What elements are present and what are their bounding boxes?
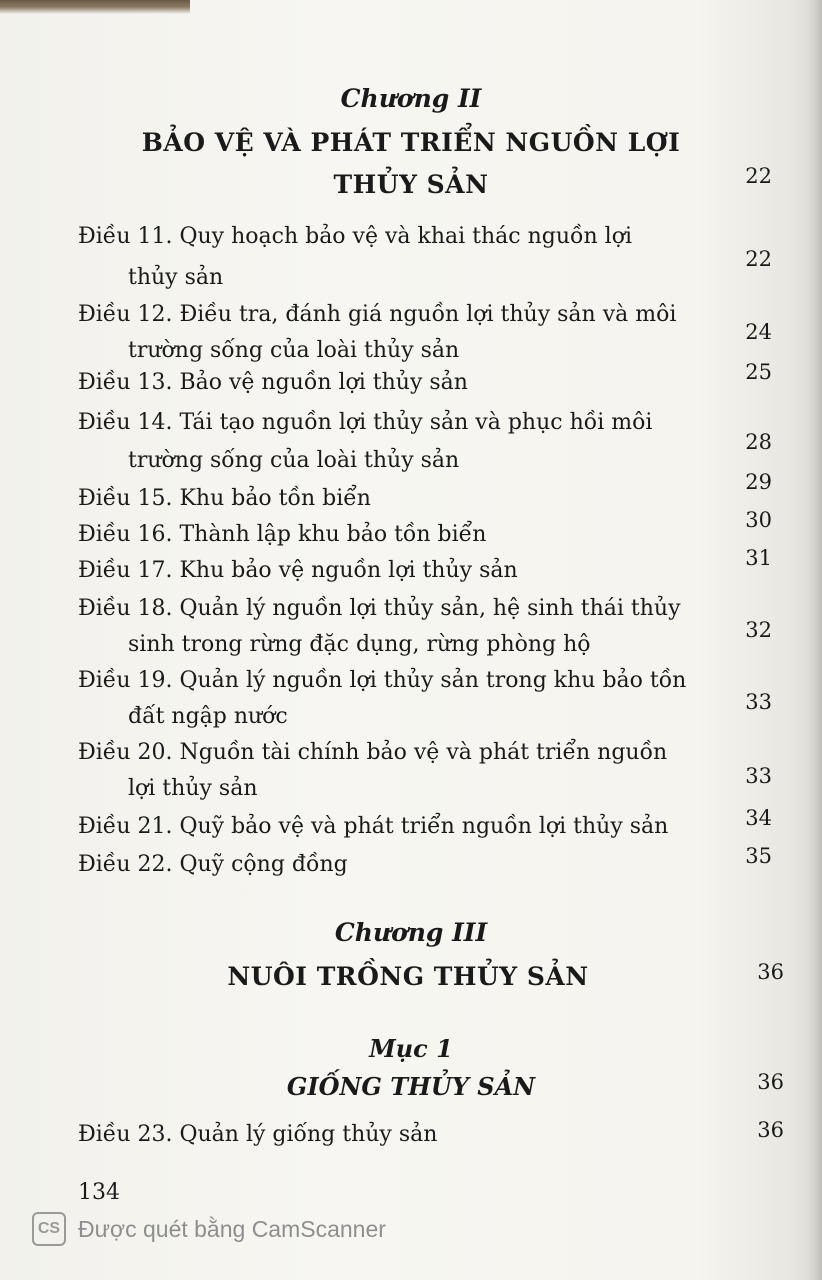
page-number: 134 — [78, 1180, 120, 1205]
toc-entry-text: Điều 18. Quản lý nguồn lợi thủy sản, hệ sinh thái thủy — [78, 596, 681, 621]
toc-entry-text: Điều 14. Tái tạo nguồn lợi thủy sản và phục hồi môi — [78, 410, 653, 435]
watermark-text: Được quét bằng CamScanner — [78, 1215, 386, 1242]
toc-entry-page: 29 — [745, 470, 772, 494]
toc-entry-text: Điều 13. Bảo vệ nguồn lợi thủy sản — [78, 370, 468, 395]
chapter-3-label: Chương III — [334, 918, 488, 947]
toc-entry-text-continued: đất ngập nước — [128, 704, 288, 729]
toc-entry-page: 22 — [745, 247, 772, 271]
chapter-2-page: 22 — [745, 164, 772, 188]
section-1-title: GIỐNG THỦY SẢN — [286, 1072, 536, 1101]
toc-entry-page: 31 — [745, 546, 772, 570]
toc-entry-text-continued: trường sống của loài thủy sản — [128, 338, 460, 363]
toc-entry-text-continued: trường sống của loài thủy sản — [128, 448, 460, 473]
toc-entry-text: Điều 11. Quy hoạch bảo vệ và khai thác nguồn lợi — [78, 224, 632, 249]
camscanner-logo-icon: CS — [32, 1212, 66, 1246]
section-1-label: Mục 1 — [369, 1034, 453, 1063]
toc-entry-page: 24 — [745, 320, 772, 344]
toc-entry-page: 32 — [745, 618, 772, 642]
toc-entry-text: Điều 19. Quản lý nguồn lợi thủy sản trong khu bảo tồn — [78, 668, 687, 693]
toc-entry-page: 28 — [745, 430, 772, 454]
toc-entry-text: Điều 21. Quỹ bảo vệ và phát triển nguồn lợi thủy sản — [78, 814, 669, 839]
toc-entry-page: 33 — [745, 690, 772, 714]
toc-entry-page: 36 — [757, 1118, 784, 1142]
toc-entry-page: 25 — [745, 360, 772, 384]
toc-entry-text-continued: sinh trong rừng đặc dụng, rừng phòng hộ — [128, 632, 591, 657]
toc-entry-text-continued: thủy sản — [128, 265, 224, 290]
chapter-2-title-line2: THỦY SẢN — [333, 170, 489, 199]
chapter-3-title: NUÔI TRỒNG THỦY SẢN — [227, 962, 589, 991]
toc-entry-text: Điều 17. Khu bảo vệ nguồn lợi thủy sản — [78, 558, 518, 583]
chapter-2-label: Chương II — [340, 84, 482, 113]
toc-entry-page: 34 — [745, 806, 772, 830]
toc-entry-text-continued: lợi thủy sản — [128, 776, 258, 801]
camscanner-watermark — [32, 1212, 386, 1246]
toc-entry-text: Điều 20. Nguồn tài chính bảo vệ và phát triển nguồn — [78, 740, 668, 765]
toc-entry-page: 30 — [745, 508, 772, 532]
toc-entry-text: Điều 15. Khu bảo tồn biển — [78, 486, 371, 511]
toc-entry-page: 35 — [745, 844, 772, 868]
toc-entry-text: Điều 16. Thành lập khu bảo tồn biển — [78, 522, 487, 547]
chapter-3-page: 36 — [757, 960, 784, 984]
toc-entry-text: Điều 12. Điều tra, đánh giá nguồn lợi thủy sản và môi — [78, 302, 677, 327]
scan-shadow — [0, 0, 190, 14]
section-1-page: 36 — [757, 1070, 784, 1094]
toc-entry-page: 33 — [745, 764, 772, 788]
toc-entry-text: Điều 23. Quản lý giống thủy sản — [78, 1122, 438, 1147]
toc-entry-text: Điều 22. Quỹ cộng đồng — [78, 852, 348, 877]
chapter-2-title-line1: BẢO VỆ VÀ PHÁT TRIỂN NGUỒN LỢI — [141, 128, 681, 157]
